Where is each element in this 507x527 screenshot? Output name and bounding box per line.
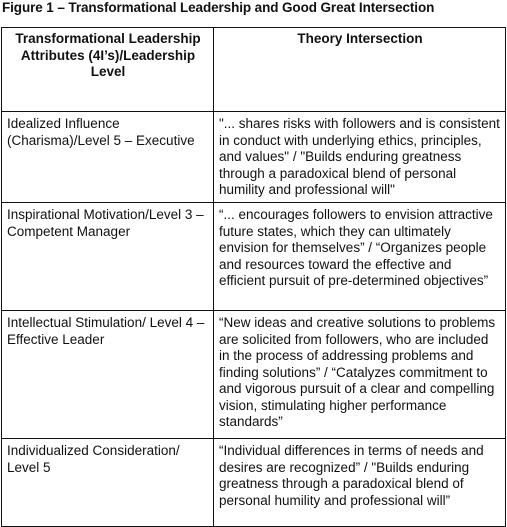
intersection-cell: “... encourages followers to envision attractive future states, which they can ultimately envision for themselves” / “Organizes people and resources toward the effective and efficient pursuit of pre-determined objectives” — [214, 203, 506, 311]
table-row — [2, 112, 506, 203]
intersection-cell: “New ideas and creative solutions to problems are solicited from followers, who are included in the process of addressing problems and finding solutions” / “Catalyzes commitment to and vigorous pursuit of a clear and compelling vision, stimulating higher performance standards” — [214, 311, 506, 439]
table-row — [2, 203, 506, 311]
intersection-cell: "... shares risks with followers and is consistent in conduct with underlying ethics, principles, and values" / "Builds enduring greatness through a paradoxical blend of personal humility and professional will" — [214, 112, 506, 203]
attribute-cell: Idealized Influence (Charisma)/Level 5 – Executive — [2, 112, 214, 203]
table-row — [2, 439, 506, 527]
attribute-cell: Inspirational Motivation/Level 3 – Competent Manager — [2, 203, 214, 311]
column-header-intersection: Theory Intersection — [214, 28, 506, 112]
intersection-cell: “Individual differences in terms of needs and desires are recognized” / "Builds enduring greatness through a paradoxical blend of personal humility and professional will” — [214, 439, 506, 527]
figure-title: Figure 1 – Transformational Leadership and Good Great Intersection — [2, 0, 435, 15]
column-header-attributes: Transformational Leadership Attributes (4I’s)/Leadership Level — [2, 28, 214, 112]
table-row — [2, 311, 506, 439]
leadership-intersection-table — [1, 27, 506, 527]
attribute-cell: Individualized Consideration/ Level 5 — [2, 439, 214, 527]
attribute-cell: Intellectual Stimulation/ Level 4 – Effective Leader — [2, 311, 214, 439]
table-header-row — [2, 28, 506, 112]
